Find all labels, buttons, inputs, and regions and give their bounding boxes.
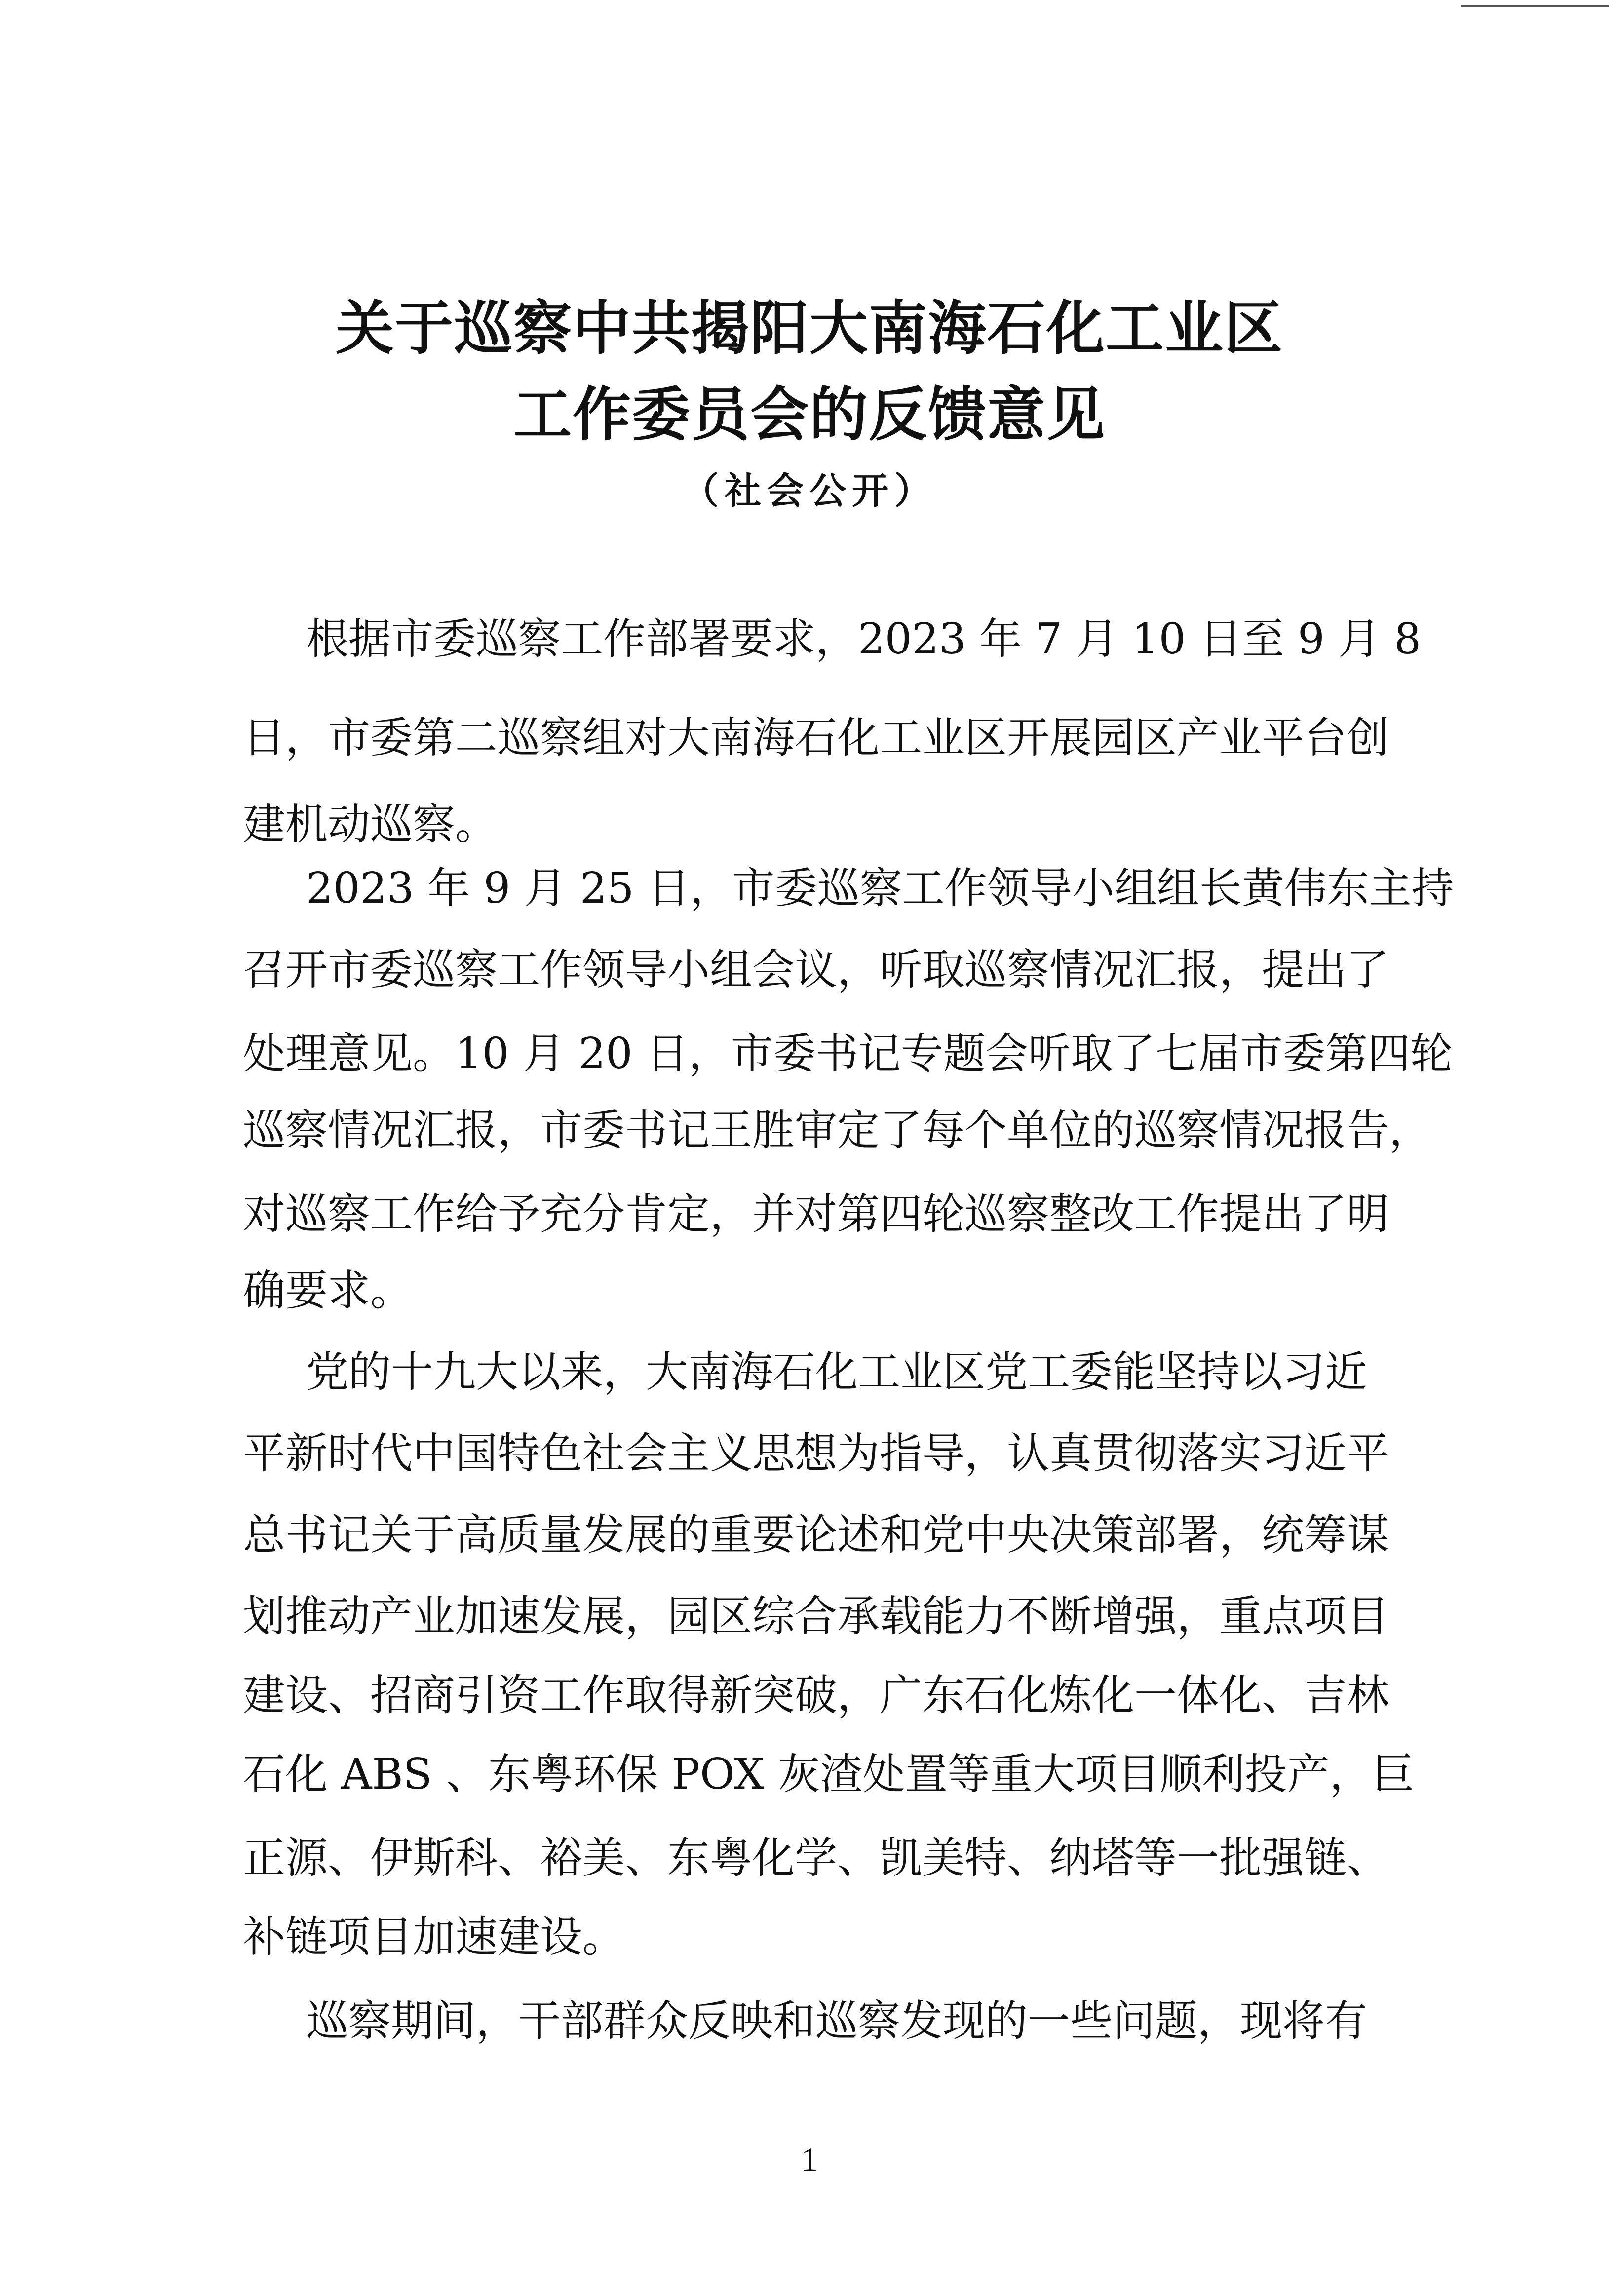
body-line: 石化 ABS 、东粤环保 POX 灰渣处置等重大项目顺利投产，巨 bbox=[243, 1750, 1415, 1799]
body-line: 召开市委巡察工作领导小组会议，听取巡察情况汇报，提出了 bbox=[243, 945, 1389, 995]
body-line: 巡察期间，干部群众反映和巡察发现的一些问题，现将有 bbox=[306, 1996, 1367, 2046]
top-edge-rule bbox=[1461, 5, 1609, 7]
body-line: 党的十九大以来，大南海石化工业区党工委能坚持以习近 bbox=[306, 1347, 1367, 1397]
body-line: 巡察情况汇报，市委书记王胜审定了每个单位的巡察情况报告， bbox=[243, 1106, 1431, 1155]
document-subtitle: （社会公开） bbox=[682, 470, 937, 512]
body-line: 2023 年 9 月 25 日，市委巡察工作领导小组组长黄伟东主持 bbox=[306, 864, 1454, 913]
page-number: 1 bbox=[801, 2141, 818, 2178]
body-line: 根据市委巡察工作部署要求，2023 年 7 月 10 日至 9 月 8 bbox=[306, 614, 1422, 664]
body-line: 补链项目加速建设。 bbox=[243, 1913, 625, 1962]
body-line: 日，市委第二巡察组对大南海石化工业区开展园区产业平台创 bbox=[243, 713, 1389, 763]
document-title-line-1: 关于巡察中共揭阳大南海石化工业区 bbox=[335, 294, 1283, 362]
body-line: 划推动产业加速发展，园区综合承载能力不断增强，重点项目 bbox=[243, 1592, 1389, 1641]
body-line: 建机动巡察。 bbox=[243, 800, 498, 849]
body-line: 对巡察工作给予充分肯定，并对第四轮巡察整改工作提出了明 bbox=[243, 1189, 1389, 1239]
body-line: 平新时代中国特色社会主义思想为指导，认真贯彻落实习近平 bbox=[243, 1429, 1389, 1478]
body-line: 处理意见。10 月 20 日，市委书记专题会听取了七届市委第四轮 bbox=[243, 1029, 1453, 1078]
body-line: 确要求。 bbox=[243, 1266, 413, 1315]
body-line: 总书记关于高质量发展的重要论述和党中央决策部署，统筹谋 bbox=[243, 1510, 1389, 1560]
body-line: 正源、伊斯科、裕美、东粤化学、凯美特、纳塔等一批强链、 bbox=[243, 1834, 1389, 1883]
document-title-line-2: 工作委员会的反馈意见 bbox=[513, 380, 1106, 449]
body-line: 建设、招商引资工作取得新突破，广东石化炼化一体化、吉林 bbox=[243, 1671, 1389, 1720]
